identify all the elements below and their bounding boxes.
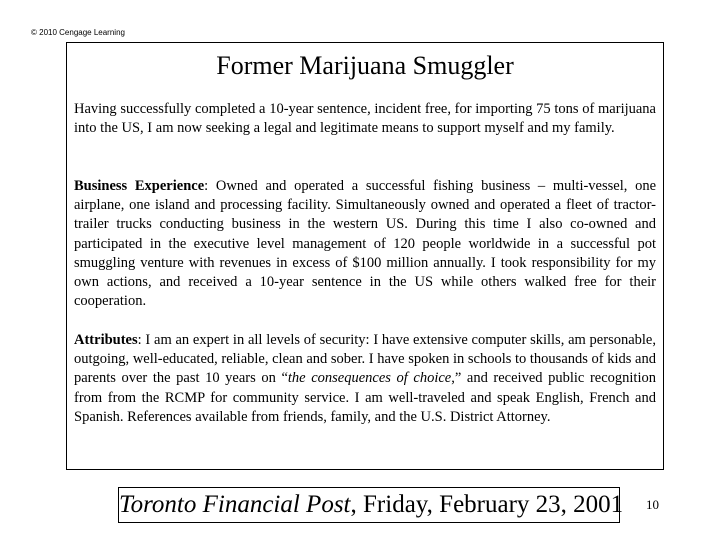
publication-date: , Friday, February 23, 2001 bbox=[350, 491, 624, 518]
attributes-text-before: : I am an expert in all levels of security: I have extensive computer skills, am personable, outgoing, well-educated, reliable, clean and sober. I have spoken in schools to thousands of kids and parents over the past 10 years on “ bbox=[74, 332, 656, 387]
business-experience-text: : Owned and operated a successful fishing business – multi-vessel, one airplane, one island and processing facility. Simultaneously owned and operated a fleet of tractor-trailer trucks conducting business in the western US. During this time I also co-owned and participated in the executive level management of 120 people worldwide in a successful pot smuggling venture with revenues in excess of $100 million annually. I took responsibility for my own actions, and received a 10-year sentence in the US while others walked free for their cooperation. bbox=[74, 178, 656, 310]
source-caption bbox=[118, 487, 624, 523]
classified-ad bbox=[66, 42, 664, 470]
attributes-heading: Attributes bbox=[74, 332, 138, 348]
page-number: 10 bbox=[646, 497, 659, 512]
copyright-notice: © 2010 Cengage Learning bbox=[31, 28, 125, 37]
business-experience-heading: Business Experience bbox=[74, 178, 205, 194]
business-experience-paragraph bbox=[74, 177, 656, 311]
ad-title: Former Marijuana Smuggler bbox=[216, 51, 514, 80]
attributes-emphasis: the consequences of choice bbox=[287, 370, 452, 387]
attributes-paragraph bbox=[74, 331, 656, 427]
ad-intro-paragraph: Having successfully completed a 10-year sentence, incident free, for importing 75 tons of marijuana into the US, I am now seeking a legal and legitimate means to support myself and my family. bbox=[74, 101, 656, 137]
attributes-text-after: ,” and received public recognition from from the RCMP for community service. I am well-traveled and speak English, French and Spanish. References available from friends, family, and the U.S. District Attorney. bbox=[74, 370, 656, 425]
publication-name: Toronto Financial Post bbox=[119, 491, 351, 518]
